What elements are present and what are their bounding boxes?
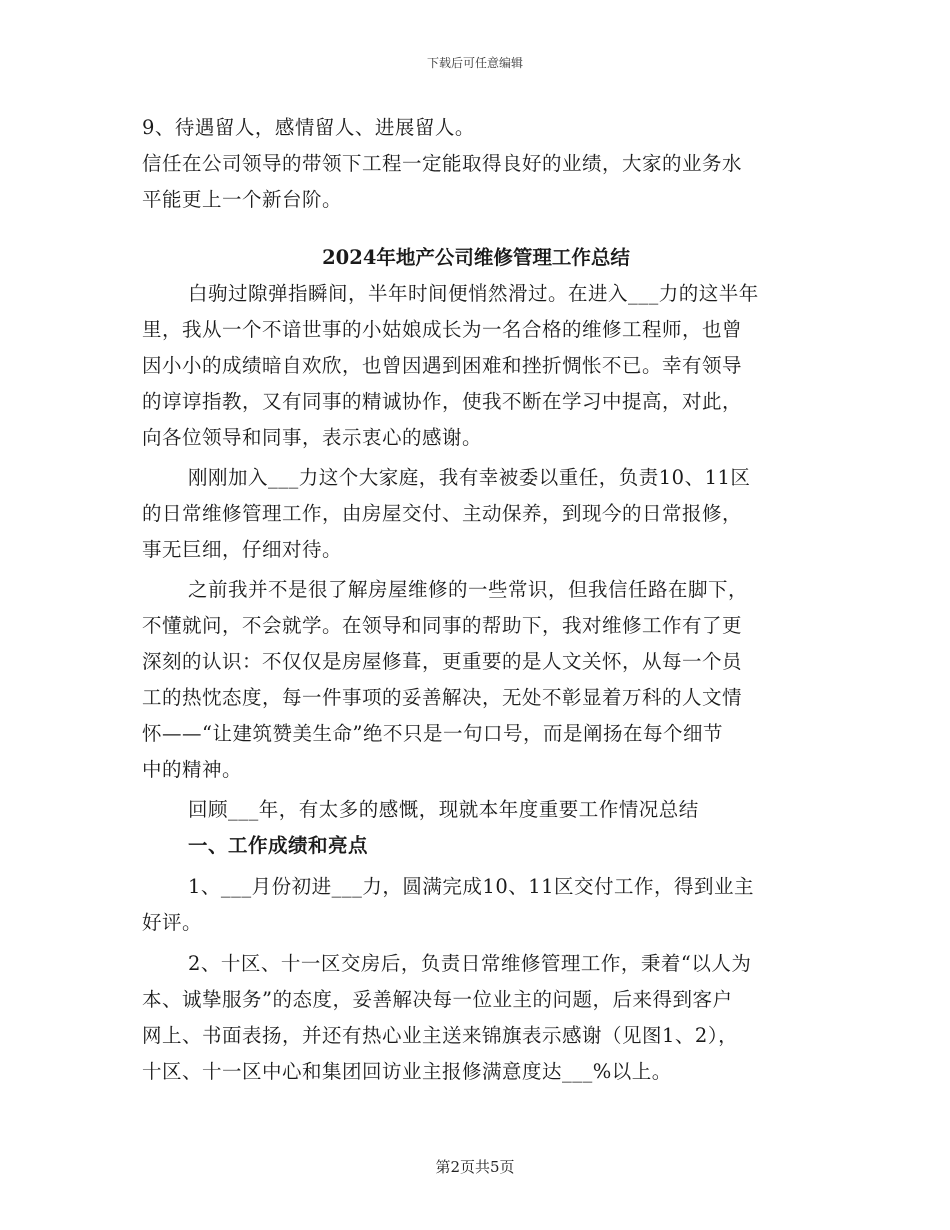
paragraph-line: 之前我并不是很了解房屋维修的一些常识，但我信任路在脚下，	[188, 578, 749, 601]
paragraph-line: 十区、十一区中心和集团回访业主报修满意度达___%以上。	[142, 1060, 672, 1083]
paragraph-line: 本、诚挚服务”的态度，妥善解决每一位业主的问题，后来得到客户	[142, 988, 733, 1011]
section-heading: 一、工作成绩和亮点	[188, 834, 369, 857]
document-title: 2024年地产公司维修管理工作总结	[322, 246, 630, 269]
paragraph-line: 怀——“让建筑赞美生命”绝不只是一句口号，而是阐扬在每个细节	[142, 722, 723, 745]
paragraph-line: 向各位领导和同事，表示衷心的感谢。	[142, 426, 483, 449]
list-item-2: 2、十区、十一区交房后，负责日常维修管理工作，秉着“以人为	[188, 952, 752, 975]
paragraph-line: 的谆谆指教，又有同事的精诚协作，使我不断在学习中提高，对此，	[142, 390, 743, 413]
paragraph-line: 回顾___年，有太多的感慨，现就本年度重要工作情况总结	[188, 798, 699, 821]
paragraph-line: 工的热忱态度，每一件事项的妥善解决，无处不彰显着万科的人文情	[142, 686, 743, 709]
paragraph-line: 网上、书面表扬，并还有热心业主送来锦旗表示感谢（见图1、2），	[142, 1024, 739, 1047]
paragraph-line: 里，我从一个不谙世事的小姑娘成长为一名合格的维修工程师，也曾	[142, 318, 743, 341]
page-header: 下载后可任意编辑	[426, 56, 523, 70]
paragraph-line: 白驹过隙弹指瞬间，半年时间便悄然滑过。在进入___力的这半年	[188, 282, 759, 305]
paragraph-line: 中的精神。	[142, 758, 243, 781]
paragraph-line: 好评。	[142, 911, 203, 934]
paragraph-line: 因小小的成绩暗自欢欣，也曾因遇到困难和挫折惆怅不已。幸有领导	[142, 354, 743, 377]
paragraph-line: 信任在公司领导的带领下工程一定能取得良好的业绩，大家的业务水	[142, 152, 743, 175]
document-body	[142, 112, 810, 1088]
paragraph-line: 平能更上一个新台阶。	[142, 188, 343, 211]
list-item-1: 1、___月份初进___力，圆满完成10、11区交付工作，得到业主	[188, 875, 755, 898]
paragraph-line: 的日常维修管理工作，由房屋交付、主动保养，到现今的日常报修，	[142, 502, 743, 525]
list-item-9: 9、待遇留人，感情留人、进展留人。	[142, 116, 475, 139]
paragraph-line: 事无巨细，仔细对待。	[142, 538, 343, 561]
paragraph-line: 刚刚加入___力这个大家庭，我有幸被委以重任，负责10、11区	[188, 466, 751, 489]
paragraph-line: 不懂就问，不会就学。在领导和同事的帮助下，我对维修工作有了更	[142, 614, 743, 637]
paragraph-line: 深刻的认识：不仅仅是房屋修葺，更重要的是人文关怀，从每一个员	[142, 650, 743, 673]
page-footer: 第2页共5页	[435, 1158, 515, 1176]
